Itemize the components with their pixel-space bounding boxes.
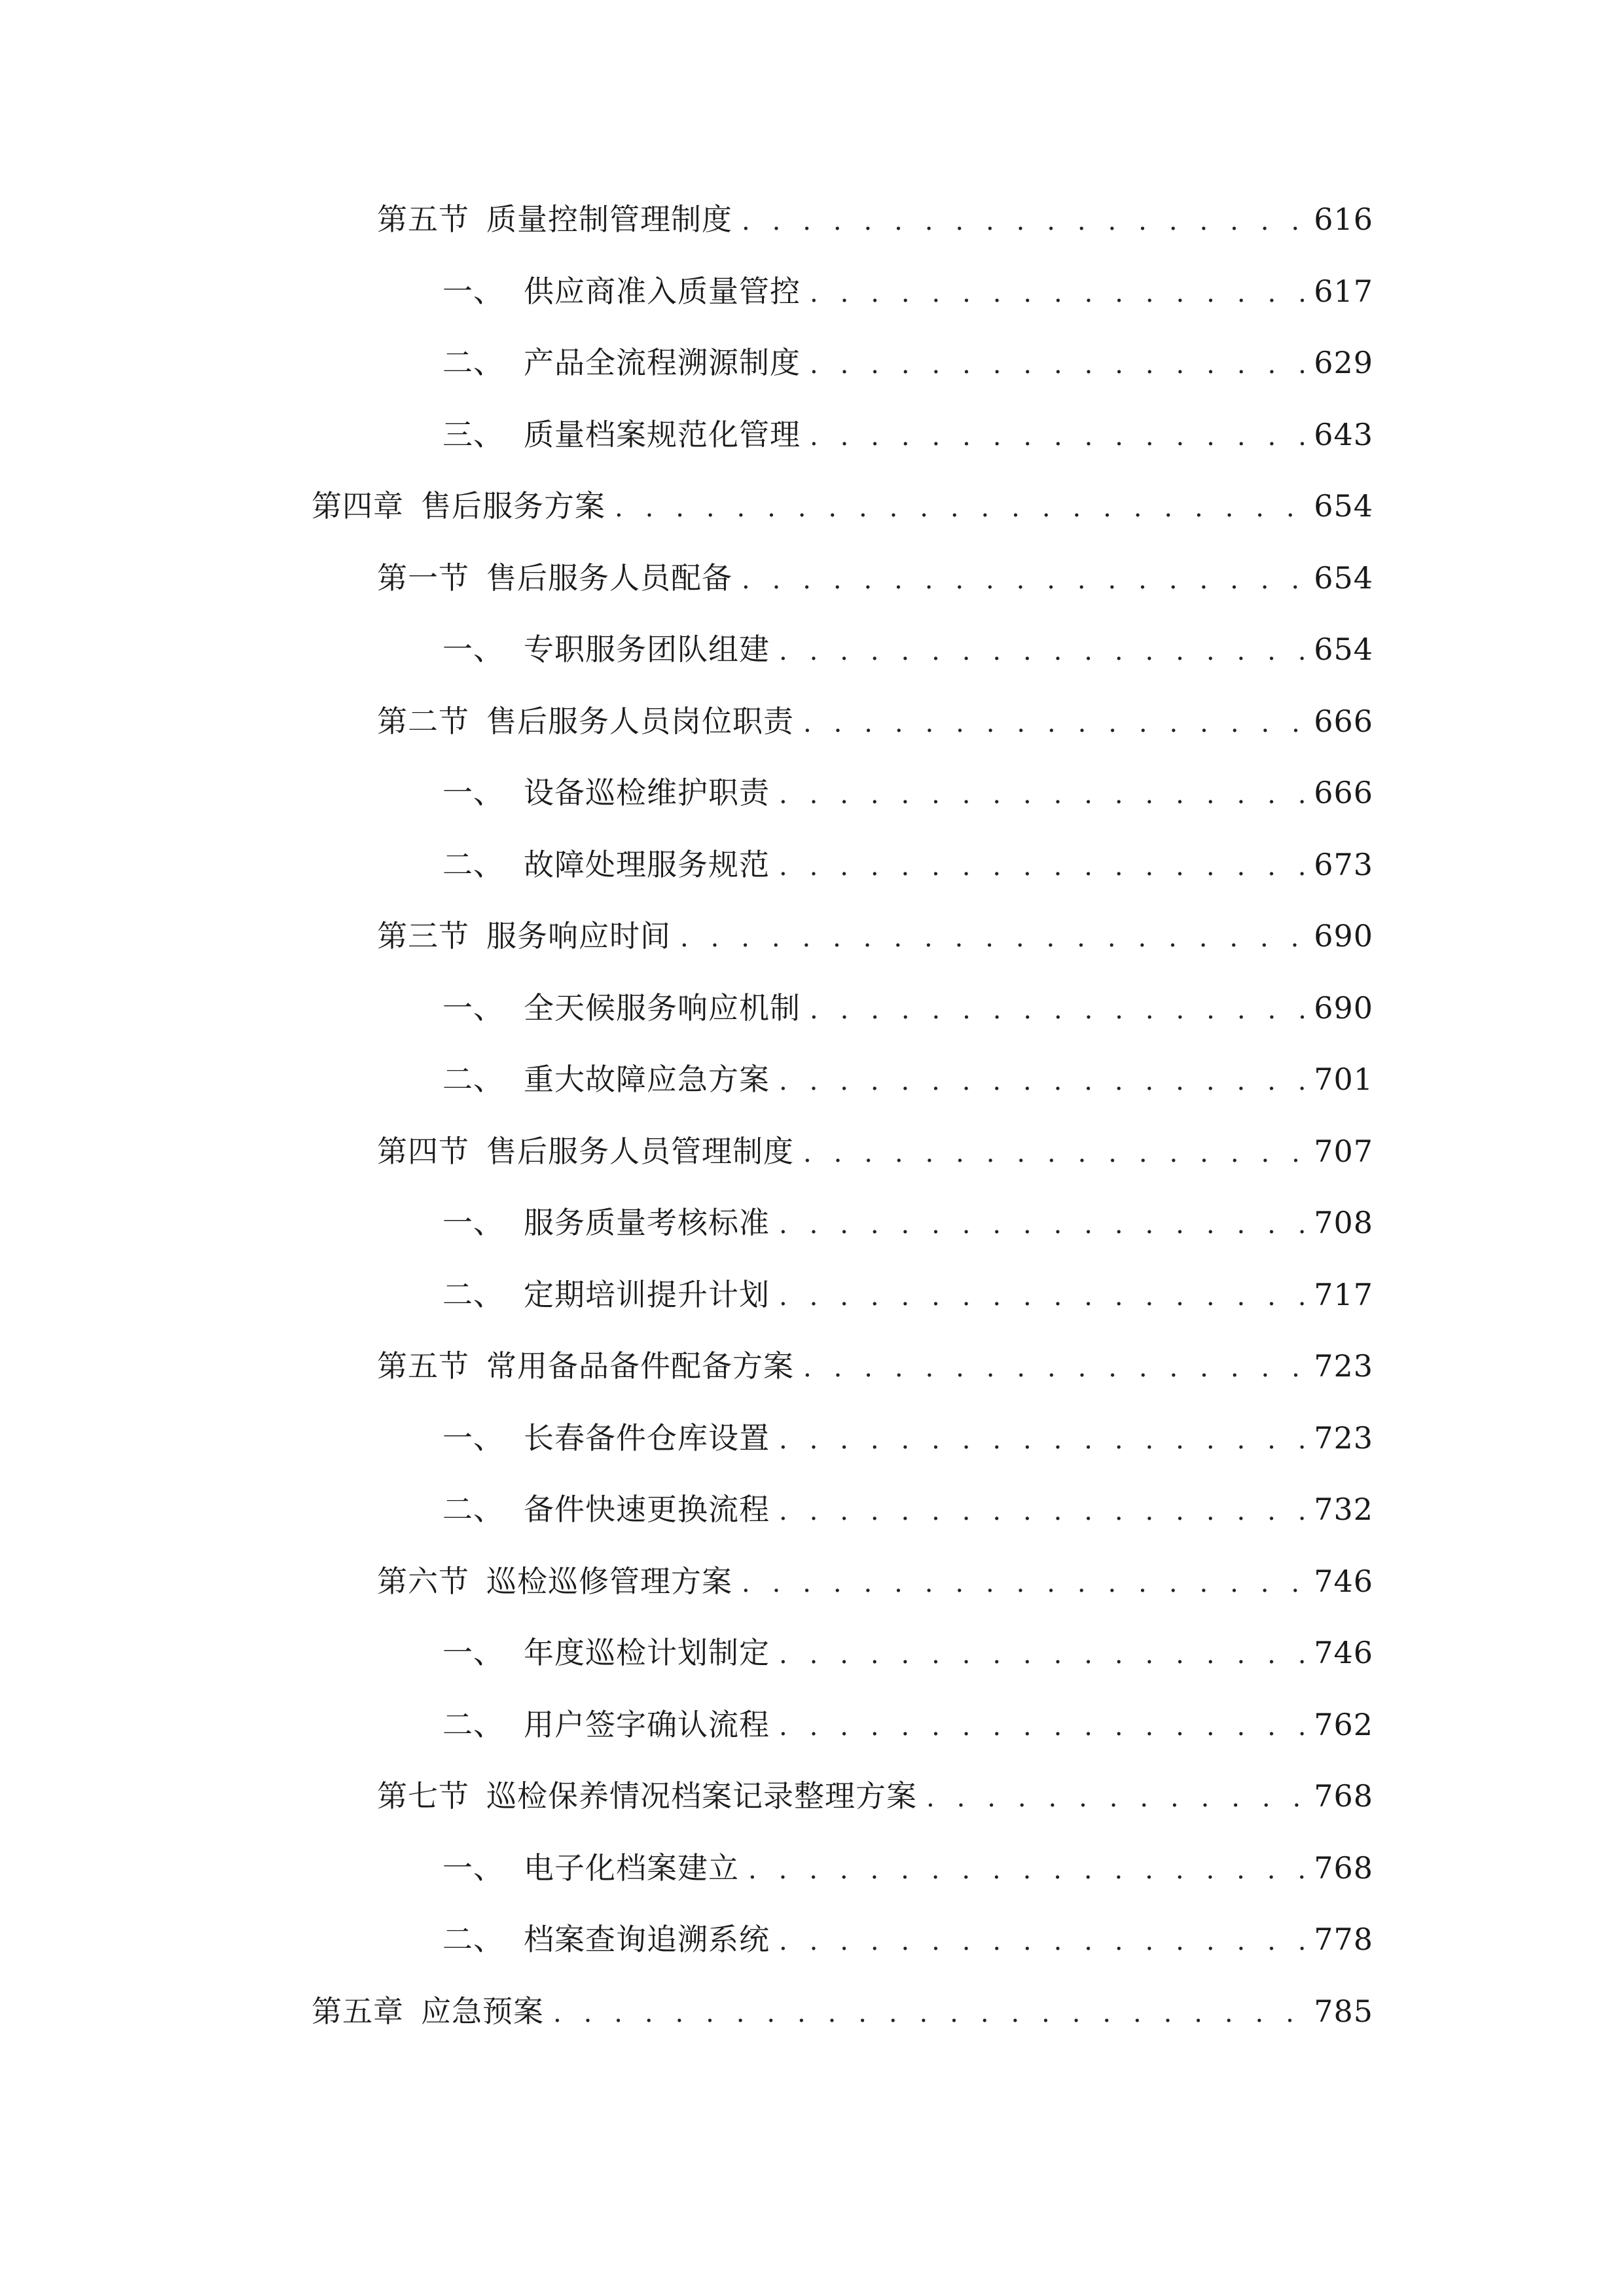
toc-entry-number: 第五章 xyxy=(312,1994,404,2029)
toc-entry-subsection[interactable] xyxy=(442,268,1373,314)
toc-entry-number: 一、 xyxy=(442,1635,504,1670)
toc-entry-number: 一、 xyxy=(442,990,504,1026)
toc-entry-title: 用户签字确认流程 xyxy=(524,1707,770,1742)
toc-entry-number: 二、 xyxy=(442,847,504,882)
toc-entry-number: 第一节 xyxy=(377,560,469,596)
toc-dot-leader xyxy=(779,1274,1305,1319)
toc-dot-leader xyxy=(748,1847,1305,1893)
toc-entry-page: 768 xyxy=(1314,1778,1373,1814)
toc-entry-subsection[interactable] xyxy=(442,1630,1373,1676)
toc-entry-section[interactable] xyxy=(377,1558,1373,1604)
toc-entry-page: 762 xyxy=(1314,1707,1373,1742)
toc-entry-number: 二、 xyxy=(442,1277,504,1312)
toc-entry-subsection[interactable] xyxy=(442,1916,1373,1962)
toc-entry-page: 666 xyxy=(1314,775,1373,810)
toc-entry-page: 768 xyxy=(1314,1850,1373,1886)
toc-entry-page: 617 xyxy=(1314,274,1373,309)
toc-entry-number: 第六节 xyxy=(377,1564,469,1599)
toc-entry-title: 产品全流程溯源制度 xyxy=(524,345,801,380)
toc-entry-subsection[interactable] xyxy=(442,626,1373,672)
toc-entry-section[interactable] xyxy=(377,698,1373,744)
toc-entry-number: 二、 xyxy=(442,1062,504,1097)
toc-entry-title: 重大故障应急方案 xyxy=(524,1062,770,1097)
toc-entry-subsection[interactable] xyxy=(442,1056,1373,1102)
toc-entry-number: 一、 xyxy=(442,632,504,667)
toc-dot-leader xyxy=(810,342,1305,387)
toc-entry-title: 档案查询追溯系统 xyxy=(524,1922,770,1957)
toc-dot-leader xyxy=(742,1560,1305,1606)
toc-entry-title: 全天候服务响应机制 xyxy=(524,990,801,1026)
toc-entry-number: 第七节 xyxy=(377,1778,469,1814)
toc-dot-leader xyxy=(615,485,1305,531)
toc-entry-subsection[interactable] xyxy=(442,1702,1373,1748)
toc-entry-title: 应急预案 xyxy=(421,1994,544,2029)
toc-entry-page: 616 xyxy=(1314,202,1373,237)
toc-entry-page: 673 xyxy=(1314,847,1373,882)
toc-entry-title: 设备巡检维护职责 xyxy=(524,775,770,810)
toc-entry-subsection[interactable] xyxy=(442,1272,1373,1318)
toc-entry-title: 服务响应时间 xyxy=(486,918,671,954)
toc-entry-section[interactable] xyxy=(377,1343,1373,1389)
toc-dot-leader xyxy=(810,270,1305,316)
toc-dot-leader xyxy=(779,1417,1305,1463)
toc-entry-number: 三、 xyxy=(442,417,504,452)
toc-entry-page: 717 xyxy=(1314,1277,1373,1312)
toc-entry-section[interactable] xyxy=(377,555,1373,601)
toc-dot-leader xyxy=(803,1345,1305,1391)
toc-entry-subsection[interactable] xyxy=(442,1845,1373,1891)
toc-entry-page: 629 xyxy=(1314,345,1373,380)
toc-entry-subsection[interactable] xyxy=(442,340,1373,386)
toc-entry-section[interactable] xyxy=(377,196,1373,242)
toc-entry-page: 746 xyxy=(1314,1635,1373,1670)
toc-entry-title: 售后服务人员管理制度 xyxy=(486,1134,794,1169)
toc-entry-subsection[interactable] xyxy=(442,1200,1373,1246)
toc-entry-subsection[interactable] xyxy=(442,412,1373,457)
toc-entry-title: 电子化档案建立 xyxy=(524,1850,739,1886)
toc-entry-title: 常用备品备件配备方案 xyxy=(486,1348,794,1384)
toc-entry-title: 服务质量考核标准 xyxy=(524,1205,770,1240)
toc-dot-leader xyxy=(742,198,1305,244)
toc-entry-number: 一、 xyxy=(442,1420,504,1456)
toc-entry-title: 质量控制管理制度 xyxy=(486,202,732,237)
toc-entry-title: 年度巡检计划制定 xyxy=(524,1635,770,1670)
toc-entry-title: 售后服务人员岗位职责 xyxy=(486,704,794,739)
toc-dot-leader xyxy=(926,1775,1305,1821)
toc-dot-leader xyxy=(779,1488,1305,1534)
toc-entry-title: 售后服务方案 xyxy=(421,488,605,524)
toc-entry-page: 778 xyxy=(1314,1922,1373,1957)
toc-dot-leader xyxy=(810,987,1305,1033)
toc-entry-title: 定期培训提升计划 xyxy=(524,1277,770,1312)
toc-dot-leader xyxy=(779,628,1305,674)
toc-entry-page: 654 xyxy=(1314,560,1373,596)
toc-entry-section[interactable] xyxy=(377,913,1373,959)
toc-entry-title: 专职服务团队组建 xyxy=(524,632,770,667)
toc-dot-leader xyxy=(742,557,1305,603)
toc-dot-leader xyxy=(779,1704,1305,1749)
toc-dot-leader xyxy=(803,1130,1305,1176)
toc-entry-title: 供应商准入质量管控 xyxy=(524,274,801,309)
toc-entry-title: 巡检巡修管理方案 xyxy=(486,1564,732,1599)
toc-entry-page: 690 xyxy=(1314,990,1373,1026)
toc-entry-page: 654 xyxy=(1314,632,1373,667)
toc-entry-number: 一、 xyxy=(442,1850,504,1886)
toc-entry-number: 第四节 xyxy=(377,1134,469,1169)
toc-entry-number: 一、 xyxy=(442,274,504,309)
toc-dot-leader xyxy=(803,700,1305,746)
toc-entry-page: 732 xyxy=(1314,1492,1373,1527)
toc-entry-page: 666 xyxy=(1314,704,1373,739)
toc-entry-page: 723 xyxy=(1314,1420,1373,1456)
toc-entry-title: 故障处理服务规范 xyxy=(524,847,770,882)
toc-entry-page: 701 xyxy=(1314,1062,1373,1097)
toc-dot-leader xyxy=(779,1202,1305,1247)
toc-entry-page: 654 xyxy=(1314,488,1373,524)
toc-entry-number: 第四章 xyxy=(312,488,404,524)
toc-entry-page: 785 xyxy=(1314,1994,1373,2029)
toc-dot-leader xyxy=(680,915,1305,961)
toc-entry-subsection[interactable] xyxy=(442,985,1373,1031)
toc-entry-page: 746 xyxy=(1314,1564,1373,1599)
toc-entry-subsection[interactable] xyxy=(442,1415,1373,1461)
toc-entry-number: 第五节 xyxy=(377,202,469,237)
toc-entry-section[interactable] xyxy=(377,1773,1373,1819)
toc-dot-leader xyxy=(779,772,1305,817)
toc-entry-title: 巡检保养情况档案记录整理方案 xyxy=(486,1778,917,1814)
toc-entry-title: 售后服务人员配备 xyxy=(486,560,732,596)
toc-entry-subsection[interactable] xyxy=(442,770,1373,816)
toc-entry-subsection[interactable] xyxy=(442,1486,1373,1532)
toc-dot-leader xyxy=(810,414,1305,459)
toc-entry-page: 643 xyxy=(1314,417,1373,452)
toc-entry-number: 二、 xyxy=(442,1707,504,1742)
toc-entry-chapter[interactable] xyxy=(312,483,1373,529)
toc-entry-number: 第三节 xyxy=(377,918,469,954)
toc-dot-leader xyxy=(553,1990,1305,2036)
toc-entry-number: 第五节 xyxy=(377,1348,469,1384)
toc-entry-title: 质量档案规范化管理 xyxy=(524,417,801,452)
toc-entry-subsection[interactable] xyxy=(442,842,1373,888)
toc-dot-leader xyxy=(779,1632,1305,1677)
toc-entry-number: 第二节 xyxy=(377,704,469,739)
toc-entry-number: 一、 xyxy=(442,1205,504,1240)
toc-entry-chapter[interactable] xyxy=(312,1988,1373,2034)
toc-entry-number: 一、 xyxy=(442,775,504,810)
toc-entry-number: 二、 xyxy=(442,1922,504,1957)
toc-dot-leader xyxy=(779,1918,1305,1964)
toc-entry-page: 708 xyxy=(1314,1205,1373,1240)
toc-dot-leader xyxy=(779,1058,1305,1104)
toc-entry-title: 长春备件仓库设置 xyxy=(524,1420,770,1456)
toc-entry-number: 二、 xyxy=(442,1492,504,1527)
toc-entry-number: 二、 xyxy=(442,345,504,380)
toc-entry-section[interactable] xyxy=(377,1128,1373,1174)
toc-entry-page: 690 xyxy=(1314,918,1373,954)
toc-entry-page: 707 xyxy=(1314,1134,1373,1169)
toc-entry-page: 723 xyxy=(1314,1348,1373,1384)
toc-entry-title: 备件快速更换流程 xyxy=(524,1492,770,1527)
toc-dot-leader xyxy=(779,844,1305,889)
